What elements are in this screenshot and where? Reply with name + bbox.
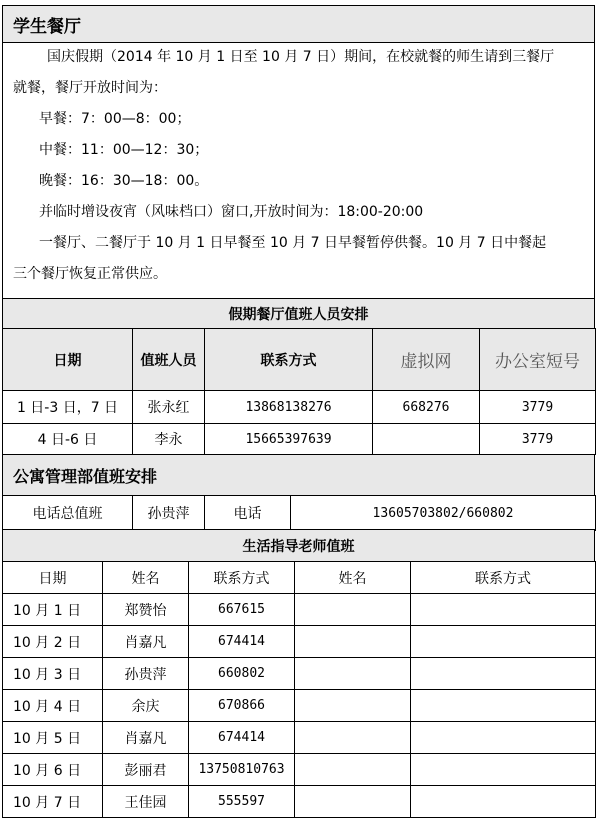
canteen-title: 学生餐厅 bbox=[2, 5, 595, 43]
dorm-duty-table bbox=[2, 495, 596, 531]
tutor-duty-table bbox=[2, 561, 596, 818]
cell-contact-2 bbox=[411, 690, 596, 722]
table-row bbox=[3, 690, 596, 722]
cell-name-2 bbox=[295, 786, 411, 818]
table-row bbox=[3, 754, 596, 786]
cell-contact-2 bbox=[411, 754, 596, 786]
notice-line: 就餐，餐厅开放时间为： bbox=[13, 80, 167, 96]
table-row bbox=[3, 496, 596, 531]
table-row bbox=[3, 626, 596, 658]
cell-name: 肖嘉凡 bbox=[103, 626, 189, 658]
cell-virtual bbox=[373, 424, 480, 455]
cell-date: 10 月 6 日 bbox=[3, 754, 103, 786]
cell-office: 3779 bbox=[480, 391, 596, 424]
cell-role: 电话总值班 bbox=[3, 496, 133, 531]
cell-staff: 李永 bbox=[133, 424, 205, 455]
cell-name: 郑赞怡 bbox=[103, 594, 189, 626]
cell-name-2 bbox=[295, 594, 411, 626]
dorm-title: 公寓管理部值班安排 bbox=[2, 454, 595, 496]
header-office-short: 办公室短号 bbox=[480, 329, 596, 391]
table-header-row bbox=[3, 329, 596, 391]
cell-name-2 bbox=[295, 722, 411, 754]
cell-contact-2 bbox=[411, 626, 596, 658]
cell-date: 10 月 2 日 bbox=[3, 626, 103, 658]
cell-name-2 bbox=[295, 658, 411, 690]
cell-contact: 660802 bbox=[189, 658, 295, 690]
notice-line: 中餐：11：00—12：30； bbox=[39, 142, 209, 158]
cell-date: 10 月 7 日 bbox=[3, 786, 103, 818]
cell-name-2 bbox=[295, 626, 411, 658]
table-header-row bbox=[3, 562, 596, 594]
header-virtual-net: 虚拟网 bbox=[373, 329, 480, 391]
cell-date: 4 日-6 日 bbox=[3, 424, 133, 455]
cell-contact: 555597 bbox=[189, 786, 295, 818]
table-row bbox=[3, 594, 596, 626]
tutor-duty-title: 生活指导老师值班 bbox=[2, 529, 595, 562]
cell-phone: 13868138276 bbox=[205, 391, 373, 424]
header-contact: 联系方式 bbox=[189, 562, 295, 594]
cell-contact-2 bbox=[411, 658, 596, 690]
table-row bbox=[3, 722, 596, 754]
cell-staff: 张永红 bbox=[133, 391, 205, 424]
canteen-notice bbox=[2, 42, 595, 299]
cell-name: 孙贵萍 bbox=[133, 496, 205, 531]
cell-name: 肖嘉凡 bbox=[103, 722, 189, 754]
cell-name: 余庆 bbox=[103, 690, 189, 722]
notice-line: 并临时增设夜宵（风味档口）窗口,开放时间为：18:00-20:00 bbox=[39, 204, 424, 220]
cell-contact: 670866 bbox=[189, 690, 295, 722]
canteen-duty-title: 假期餐厅值班人员安排 bbox=[2, 298, 595, 329]
table-row bbox=[3, 391, 596, 424]
notice-line: 晚餐：16：30—18：00。 bbox=[39, 173, 209, 189]
header-staff: 值班人员 bbox=[133, 329, 205, 391]
cell-name: 王佳园 bbox=[103, 786, 189, 818]
header-name-2: 姓名 bbox=[295, 562, 411, 594]
cell-contact-2 bbox=[411, 722, 596, 754]
header-date: 日期 bbox=[3, 562, 103, 594]
header-date: 日期 bbox=[3, 329, 133, 391]
cell-date: 10 月 1 日 bbox=[3, 594, 103, 626]
canteen-duty-table bbox=[2, 328, 596, 455]
table-row bbox=[3, 658, 596, 690]
cell-name-2 bbox=[295, 754, 411, 786]
cell-virtual: 668276 bbox=[373, 391, 480, 424]
cell-date: 10 月 5 日 bbox=[3, 722, 103, 754]
cell-office: 3779 bbox=[480, 424, 596, 455]
cell-phone: 13605703802/660802 bbox=[291, 496, 596, 531]
notice-line: 一餐厅、二餐厅于 10 月 1 日早餐至 10 月 7 日早餐暂停供餐。10 月 7 日中餐起 bbox=[39, 235, 547, 251]
cell-name: 孙贵萍 bbox=[103, 658, 189, 690]
cell-name: 彭丽君 bbox=[103, 754, 189, 786]
cell-contact-2 bbox=[411, 594, 596, 626]
cell-contact: 674414 bbox=[189, 626, 295, 658]
cell-phone-label: 电话 bbox=[205, 496, 291, 531]
header-name: 姓名 bbox=[103, 562, 189, 594]
cell-date: 10 月 4 日 bbox=[3, 690, 103, 722]
notice-line: 早餐：7：00—8：00； bbox=[39, 111, 191, 127]
cell-contact: 13750810763 bbox=[189, 754, 295, 786]
cell-contact-2 bbox=[411, 786, 596, 818]
notice-line: 国庆假期（2014 年 10 月 1 日至 10 月 7 日）期间，在校就餐的师生请到三餐厅 bbox=[47, 49, 555, 65]
cell-phone: 15665397639 bbox=[205, 424, 373, 455]
table-row bbox=[3, 786, 596, 818]
cell-contact: 667615 bbox=[189, 594, 295, 626]
table-row bbox=[3, 424, 596, 455]
cell-date: 1 日-3 日，7 日 bbox=[3, 391, 133, 424]
header-contact: 联系方式 bbox=[205, 329, 373, 391]
notice-line: 三个餐厅恢复正常供应。 bbox=[13, 266, 167, 282]
cell-contact: 674414 bbox=[189, 722, 295, 754]
cell-name-2 bbox=[295, 690, 411, 722]
header-contact-2: 联系方式 bbox=[411, 562, 596, 594]
cell-date: 10 月 3 日 bbox=[3, 658, 103, 690]
